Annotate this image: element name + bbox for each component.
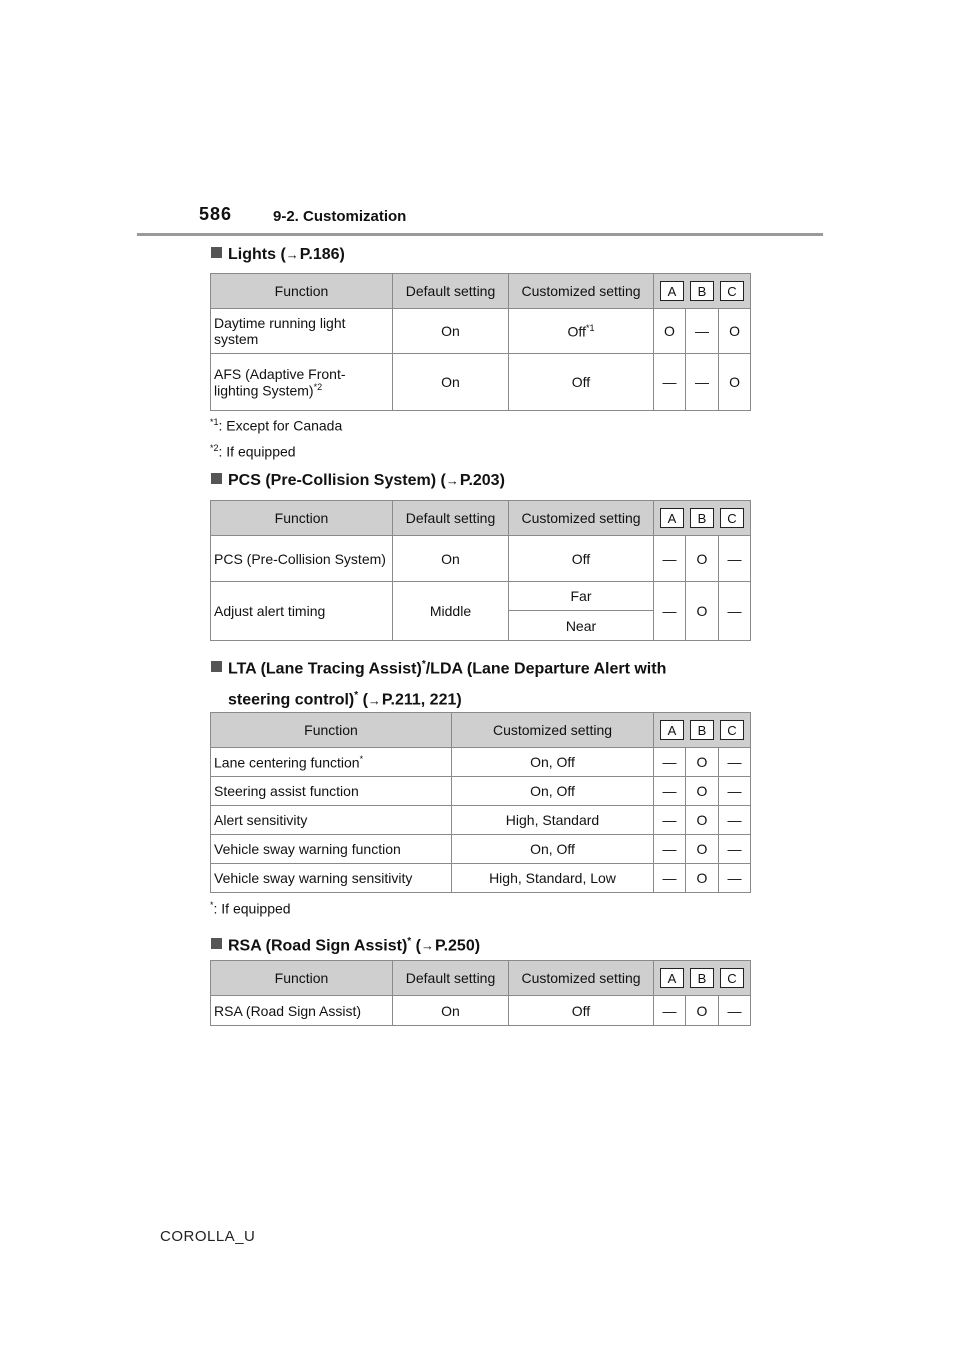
box-c: C	[720, 720, 744, 740]
table-row	[211, 582, 751, 611]
rsa-heading-text: RSA (Road Sign Assist)	[228, 937, 408, 955]
pcs-page-ref: P.203)	[459, 472, 505, 489]
a-cell: —	[654, 864, 686, 893]
custom-cell: High, Standard	[452, 806, 654, 835]
b-cell: O	[686, 806, 719, 835]
custom-cell: Near	[509, 611, 654, 641]
lights-heading	[211, 241, 345, 268]
b-cell: —	[686, 354, 719, 411]
b-cell: O	[686, 864, 719, 893]
function-text: AFS (Adaptive Front-lighting System)	[214, 365, 346, 399]
lta-heading-text-3: steering control)	[228, 691, 355, 709]
box-c: C	[720, 281, 744, 301]
footnote-mark: *	[407, 936, 412, 947]
a-cell: —	[654, 536, 686, 582]
page-number: 586	[199, 204, 233, 224]
box-b: B	[690, 281, 714, 301]
function-cell: Daytime running light system	[211, 309, 393, 354]
c-cell: —	[719, 536, 751, 582]
custom-cell: Off	[509, 354, 654, 411]
function-cell: Steering assist function	[211, 777, 452, 806]
function-cell	[211, 748, 452, 777]
a-cell: —	[654, 354, 686, 411]
b-cell: O	[686, 777, 719, 806]
function-cell: Vehicle sway warning sensitivity	[211, 864, 452, 893]
footnote-text: : Except for Canada	[218, 417, 343, 434]
function-cell: RSA (Road Sign Assist)	[211, 996, 393, 1026]
rsa-heading	[211, 928, 480, 959]
b-cell: O	[686, 835, 719, 864]
lta-heading-open: (	[358, 691, 368, 709]
c-cell: O	[719, 309, 751, 354]
arrow-right-icon: →	[420, 938, 434, 954]
lta-table	[210, 712, 751, 893]
a-cell: —	[654, 806, 686, 835]
function-cell: Alert sensitivity	[211, 806, 452, 835]
footnote-text: : If equipped	[218, 443, 296, 460]
custom-cell: On, Off	[452, 777, 654, 806]
custom-cell: On, Off	[452, 835, 654, 864]
arrow-right-icon: →	[367, 692, 381, 708]
col-default-setting: Default setting	[393, 961, 509, 996]
c-cell: —	[719, 582, 751, 641]
footnote-mark: *	[354, 690, 359, 702]
a-cell: —	[654, 835, 686, 864]
table-row	[211, 835, 751, 864]
page-header	[199, 200, 823, 234]
table-row	[211, 806, 751, 835]
box-a: A	[660, 720, 684, 740]
table-row	[211, 864, 751, 893]
rsa-page-ref: P.250)	[434, 937, 481, 955]
box-a: A	[660, 281, 684, 301]
col-boxes	[654, 274, 751, 309]
section-title: 9-2. Customization	[273, 208, 407, 225]
footnote-mark: *	[359, 753, 364, 764]
footnote	[210, 443, 296, 460]
footnote-mark: *2	[313, 381, 323, 392]
default-cell: On	[393, 354, 509, 411]
footnote-mark: *1	[585, 322, 595, 333]
col-customized-setting: Customized setting	[452, 713, 654, 748]
a-cell: —	[654, 777, 686, 806]
custom-cell: Far	[509, 582, 654, 611]
custom-cell: Off	[509, 536, 654, 582]
table-row	[211, 536, 751, 582]
default-cell: On	[393, 309, 509, 354]
c-cell: —	[719, 806, 751, 835]
table-row	[211, 777, 751, 806]
square-bullet-icon	[211, 938, 222, 949]
default-cell: On	[393, 996, 509, 1026]
col-boxes	[654, 713, 751, 748]
a-cell: —	[654, 996, 686, 1026]
col-function: Function	[211, 961, 393, 996]
footnote-mark: *2	[210, 443, 219, 453]
lights-table	[210, 273, 751, 411]
box-b: B	[690, 508, 714, 528]
a-cell: —	[654, 748, 686, 777]
c-cell: O	[719, 354, 751, 411]
pcs-table	[210, 500, 751, 641]
b-cell: O	[686, 996, 719, 1026]
c-cell: —	[719, 777, 751, 806]
footnote-mark: *	[421, 659, 426, 670]
footnote-text: : If equipped	[213, 900, 291, 917]
col-customized-setting: Customized setting	[509, 501, 654, 536]
pcs-heading	[211, 467, 505, 494]
col-default-setting: Default setting	[393, 274, 509, 309]
b-cell: O	[686, 582, 719, 641]
box-b: B	[690, 720, 714, 740]
c-cell: —	[719, 835, 751, 864]
a-cell: O	[654, 309, 686, 354]
table-row	[211, 996, 751, 1026]
function-text: Lane centering function	[214, 754, 360, 771]
table-row	[211, 354, 751, 411]
lta-heading-text: LTA (Lane Tracing Assist)	[228, 660, 422, 678]
box-c: C	[720, 508, 744, 528]
square-bullet-icon	[211, 247, 222, 258]
a-cell: —	[654, 582, 686, 641]
default-cell: On	[393, 536, 509, 582]
box-a: A	[660, 968, 684, 988]
footnote-mark: *	[210, 900, 214, 910]
arrow-right-icon: →	[445, 473, 459, 488]
pcs-heading-text: PCS (Pre-Collision System) (	[228, 472, 446, 489]
col-function: Function	[211, 274, 393, 309]
rsa-table	[210, 960, 751, 1026]
custom-cell: High, Standard, Low	[452, 864, 654, 893]
lta-heading-text-2: /LDA (Lane Departure Alert with	[425, 660, 667, 678]
lights-heading-text: Lights (	[228, 246, 286, 263]
rsa-heading-open: (	[411, 937, 421, 955]
custom-value: Off	[567, 323, 586, 340]
box-b: B	[690, 968, 714, 988]
box-a: A	[660, 508, 684, 528]
lta-heading	[211, 651, 666, 714]
table-row	[211, 309, 751, 354]
footnote	[210, 900, 291, 917]
c-cell: —	[719, 748, 751, 777]
custom-cell: Off	[509, 996, 654, 1026]
footnote-mark: *1	[210, 417, 219, 427]
table-row	[211, 748, 751, 777]
square-bullet-icon	[211, 473, 222, 484]
lights-page-ref: P.186)	[299, 246, 345, 263]
function-cell: Vehicle sway warning function	[211, 835, 452, 864]
c-cell: —	[719, 996, 751, 1026]
function-cell: PCS (Pre-Collision System)	[211, 536, 393, 582]
col-customized-setting: Customized setting	[509, 274, 654, 309]
col-boxes	[654, 961, 751, 996]
footer-model: COROLLA_U	[160, 1228, 256, 1245]
function-cell: Adjust alert timing	[211, 582, 393, 641]
col-customized-setting: Customized setting	[509, 961, 654, 996]
footnote	[210, 417, 342, 434]
square-bullet-icon	[211, 661, 222, 672]
b-cell: O	[686, 748, 719, 777]
col-function: Function	[211, 501, 393, 536]
custom-cell	[509, 309, 654, 354]
function-cell	[211, 354, 393, 411]
default-cell: Middle	[393, 582, 509, 641]
b-cell: —	[686, 309, 719, 354]
header-rule	[137, 233, 823, 236]
custom-cell: On, Off	[452, 748, 654, 777]
lta-page-ref: P.211, 221)	[381, 691, 462, 709]
lta-heading-line2	[211, 682, 666, 713]
col-boxes	[654, 501, 751, 536]
col-function: Function	[211, 713, 452, 748]
col-default-setting: Default setting	[393, 501, 509, 536]
b-cell: O	[686, 536, 719, 582]
box-c: C	[720, 968, 744, 988]
c-cell: —	[719, 864, 751, 893]
arrow-right-icon: →	[285, 247, 299, 262]
